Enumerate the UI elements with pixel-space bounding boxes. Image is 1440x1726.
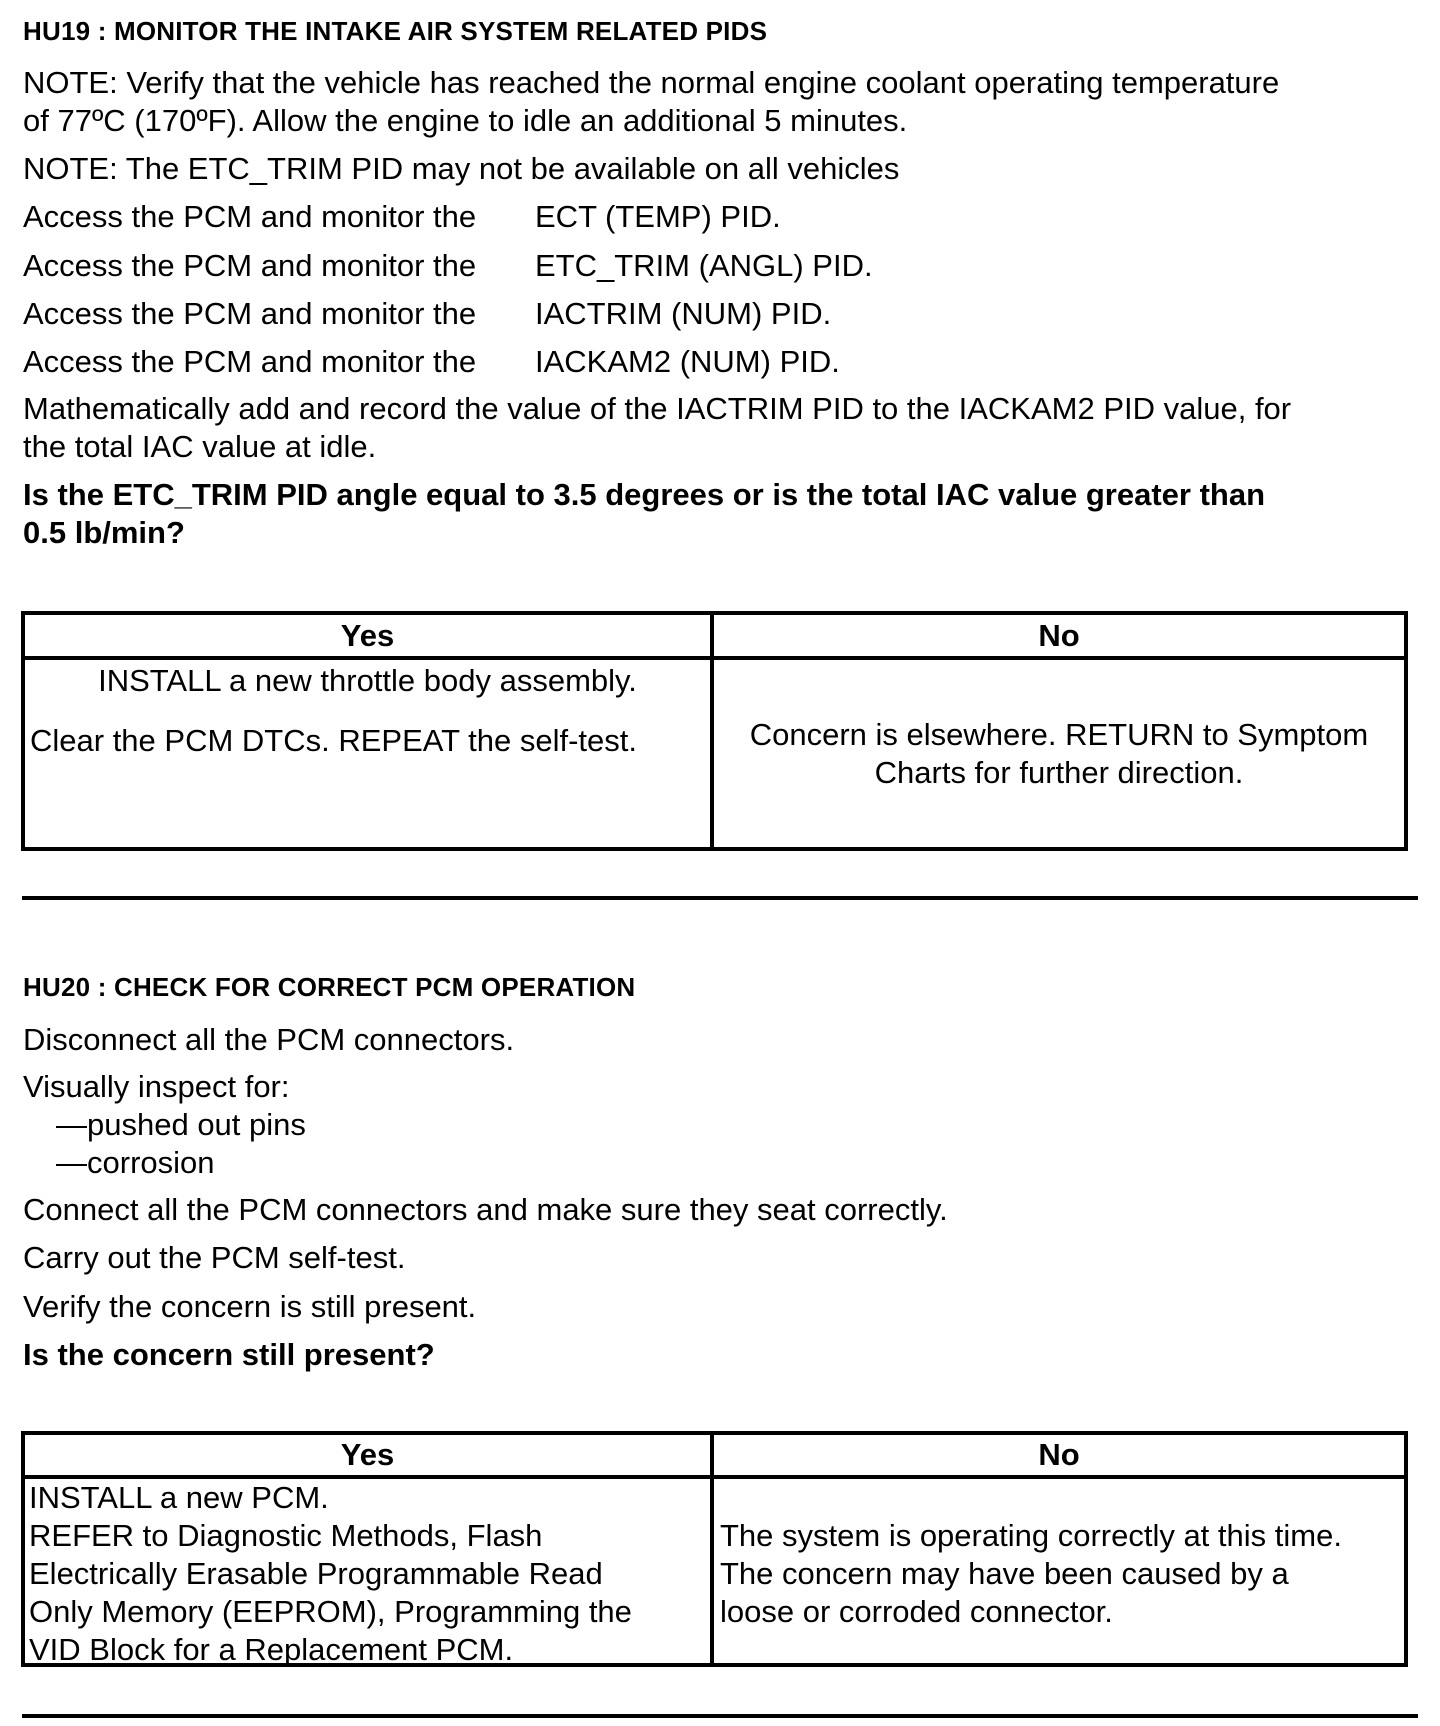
hu19-access-step <box>23 343 476 381</box>
hu20-title: HU20 : CHECK FOR CORRECT PCM OPERATION <box>23 972 636 1002</box>
no-line: loose or corroded connector. <box>720 1594 1113 1629</box>
table-header-row <box>25 615 1404 660</box>
yes-header: Yes <box>25 1435 714 1475</box>
yes-line: REFER to Diagnostic Methods, Flash <box>29 1518 543 1553</box>
hu20-step-verify: Verify the concern is still present. <box>23 1289 477 1324</box>
yes-cell <box>25 660 714 847</box>
hu20-decision-table <box>21 1431 1408 1667</box>
no-cell <box>714 1479 1404 1663</box>
no-line: The system is operating correctly at this time. <box>720 1518 1342 1553</box>
hu19-access-step <box>23 198 476 236</box>
access-pid-iackam2: IACKAM2 (NUM) PID. <box>535 344 840 379</box>
yes-line: Only Memory (EEPROM), Programming the <box>29 1594 632 1629</box>
section-divider <box>22 1714 1418 1718</box>
access-prefix: Access the PCM and monitor the <box>23 296 477 331</box>
yes-line: VID Block for a Replacement PCM. <box>29 1632 514 1667</box>
table-body-row <box>25 1479 1404 1667</box>
yes-line: INSTALL a new PCM. <box>29 1480 329 1515</box>
hu19-access-step <box>23 247 476 285</box>
access-pid-ect: ECT (TEMP) PID. <box>535 199 781 234</box>
access-pid-etc-trim: ETC_TRIM (ANGL) PID. <box>535 248 873 283</box>
no-line: The concern may have been caused by a <box>720 1556 1289 1591</box>
hu19-math-line1: Mathematically add and record the value of the IACTRIM PID to the IACKAM2 PID value, for <box>23 391 1292 426</box>
access-pid-iactrim: IACTRIM (NUM) PID. <box>535 296 832 331</box>
hu19-title: HU19 : MONITOR THE INTAKE AIR SYSTEM RELATED PIDS <box>23 16 768 46</box>
no-header: No <box>1038 618 1080 653</box>
no-line: Charts for further direction. <box>874 755 1244 790</box>
access-prefix: Access the PCM and monitor the <box>23 344 477 379</box>
no-cell <box>714 660 1404 847</box>
hu19-note1-line2: of 77ºC (170ºF). Allow the engine to idle an additional 5 minutes. <box>23 103 908 138</box>
hu19-note2: NOTE: The ETC_TRIM PID may not be available on all vehicles <box>23 151 900 186</box>
hu19-decision-table <box>21 611 1408 851</box>
yes-line: Electrically Erasable Programmable Read <box>29 1556 603 1591</box>
hu20-step-connect: Connect all the PCM connectors and make sure they seat correctly. <box>23 1192 948 1227</box>
hu19-question-line1: Is the ETC_TRIM PID angle equal to 3.5 degrees or is the total IAC value greater than <box>23 477 1266 512</box>
hu19-access-step <box>23 295 476 333</box>
access-prefix: Access the PCM and monitor the <box>23 248 477 283</box>
yes-cell <box>25 1479 714 1667</box>
yes-line: INSTALL a new throttle body assembly. <box>98 663 637 698</box>
no-header: No <box>1038 1437 1080 1472</box>
section-divider <box>22 896 1418 900</box>
table-header-row <box>25 1435 1404 1479</box>
hu19-note1-line1: NOTE: Verify that the vehicle has reached the normal engine coolant operating temperature <box>23 65 1280 100</box>
hu20-step-disconnect: Disconnect all the PCM connectors. <box>23 1022 515 1057</box>
table-body-row <box>25 660 1404 847</box>
access-prefix: Access the PCM and monitor the <box>23 199 477 234</box>
hu19-question-line2: 0.5 lb/min? <box>23 515 185 550</box>
hu20-question: Is the concern still present? <box>23 1337 435 1372</box>
inspect-bullet: —corrosion <box>56 1145 215 1180</box>
hu20-step-selftest: Carry out the PCM self-test. <box>23 1240 406 1275</box>
inspect-bullet: —pushed out pins <box>56 1107 306 1142</box>
yes-header: Yes <box>25 615 714 656</box>
no-line: Concern is elsewhere. RETURN to Symptom <box>749 717 1369 752</box>
yes-line: Clear the PCM DTCs. REPEAT the self-test. <box>30 723 637 758</box>
hu19-math-line2: the total IAC value at idle. <box>23 429 377 464</box>
hu20-step-inspect: Visually inspect for: <box>23 1069 290 1104</box>
